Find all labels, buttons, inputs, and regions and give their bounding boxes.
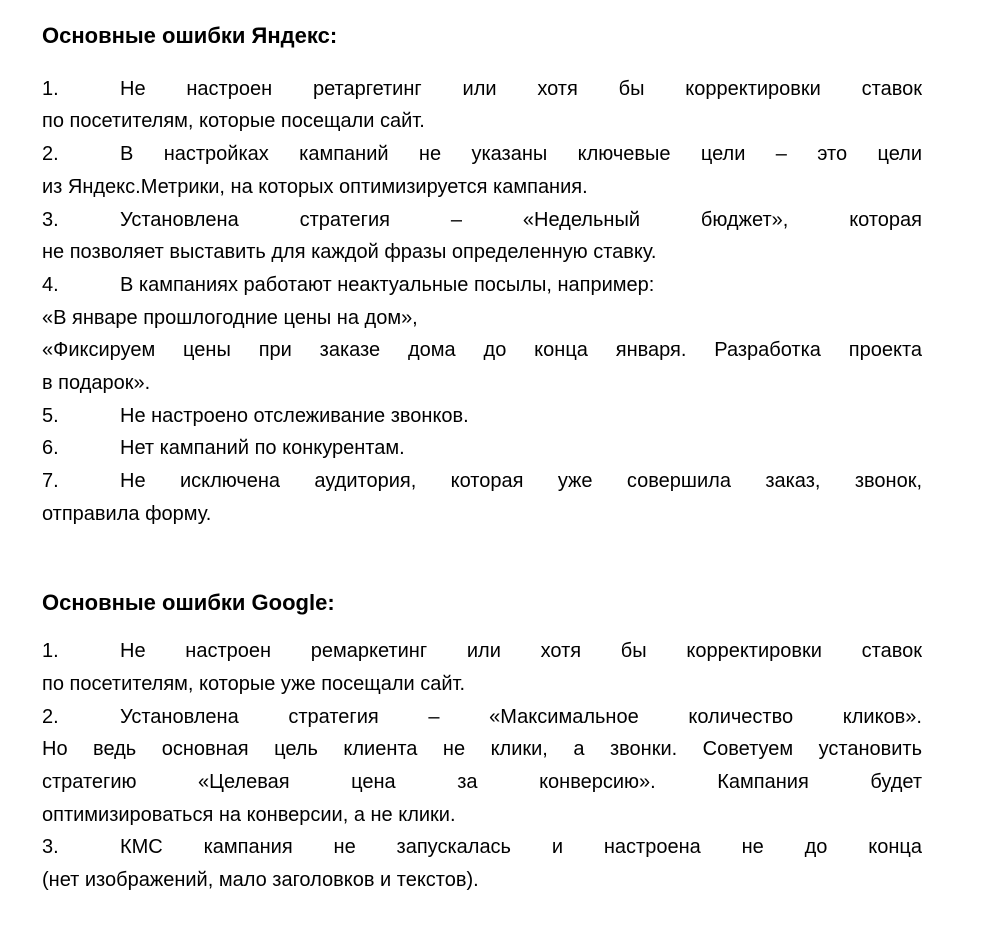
item-line (42, 465, 922, 498)
list-item (42, 465, 922, 530)
item-line (42, 269, 922, 302)
item-text: по посетителям, которые посещали сайт. (42, 110, 425, 133)
item-number: 6. (42, 437, 59, 460)
item-number: 4. (42, 273, 59, 296)
item-text: из Яндекс.Метрики, на которых оптимизируется кампания. (42, 175, 588, 198)
item-line (42, 864, 922, 897)
item-line (42, 498, 922, 531)
item-line (42, 668, 922, 701)
item-text: В настройках кампаний не указаны ключевые цели – это цели (120, 143, 922, 166)
item-line (42, 733, 922, 766)
item-number: 1. (42, 77, 59, 100)
item-text: Нет кампаний по конкурентам. (120, 437, 405, 460)
item-line (42, 766, 922, 799)
item-number: 2. (42, 705, 59, 728)
item-line (42, 432, 922, 465)
item-line (42, 701, 922, 734)
item-text: Не настроен ремаркетинг или хотя бы корректировки ставок (120, 640, 922, 663)
item-line (42, 73, 922, 106)
item-number: 1. (42, 640, 59, 663)
item-text: В кампаниях работают неактуальные посылы, например: (120, 273, 655, 296)
item-number: 5. (42, 404, 59, 427)
list-item (42, 432, 922, 465)
list-item (42, 269, 922, 400)
item-line (42, 302, 922, 335)
item-text: «В январе прошлогодние цены на дом», (42, 306, 418, 329)
item-text: оптимизироваться на конверсии, а не клики. (42, 803, 456, 826)
list-item (42, 831, 922, 896)
item-number: 7. (42, 470, 59, 493)
list-item (42, 138, 922, 203)
item-line (42, 171, 922, 204)
item-line (42, 236, 922, 269)
item-line (42, 400, 922, 433)
item-text: по посетителям, которые уже посещали сайт. (42, 672, 466, 695)
item-line (42, 138, 922, 171)
item-line (42, 105, 922, 138)
item-line (42, 204, 922, 237)
item-text: «Фиксируем цены при заказе дома до конца января. Разработка проекта (42, 339, 922, 362)
item-text: Но ведь основная цель клиента не клики, а звонки. Советуем установить (42, 738, 922, 761)
list-item (42, 73, 922, 138)
item-text: стратегию «Целевая цена за конверсию». Кампания будет (42, 771, 922, 794)
item-text: Не настроен ретаргетинг или хотя бы корректировки ставок (120, 77, 922, 100)
list-item (42, 400, 922, 433)
list-item (42, 701, 922, 832)
list-item (42, 635, 922, 700)
item-line (42, 799, 922, 832)
item-text: Не исключена аудитория, которая уже совершила заказ, звонок, (120, 470, 922, 493)
item-line (42, 367, 922, 400)
item-text: Установлена стратегия – «Недельный бюджет», которая (120, 208, 922, 231)
item-text: не позволяет выставить для каждой фразы определенную ставку. (42, 241, 657, 264)
item-number: 2. (42, 143, 59, 166)
item-text: КМС кампания не запускалась и настроена не до конца (120, 836, 922, 859)
item-text: в подарок». (42, 372, 151, 395)
section-google (42, 587, 922, 897)
item-text: (нет изображений, мало заголовков и текстов). (42, 869, 479, 892)
item-line (42, 635, 922, 668)
item-number: 3. (42, 208, 59, 231)
item-text: Не настроено отслеживание звонков. (120, 404, 469, 427)
item-number: 3. (42, 836, 59, 859)
item-text: Установлена стратегия – «Максимальное количество кликов». (120, 705, 922, 728)
section-yandex (42, 20, 922, 531)
numbered-list (42, 635, 922, 897)
list-item (42, 204, 922, 269)
sections-container (42, 20, 922, 897)
item-text: отправила форму. (42, 502, 212, 525)
item-line (42, 831, 922, 864)
section-title: Основные ошибки Google: (42, 589, 335, 615)
section-title: Основные ошибки Яндекс: (42, 23, 338, 48)
numbered-list (42, 73, 922, 531)
item-line (42, 334, 922, 367)
